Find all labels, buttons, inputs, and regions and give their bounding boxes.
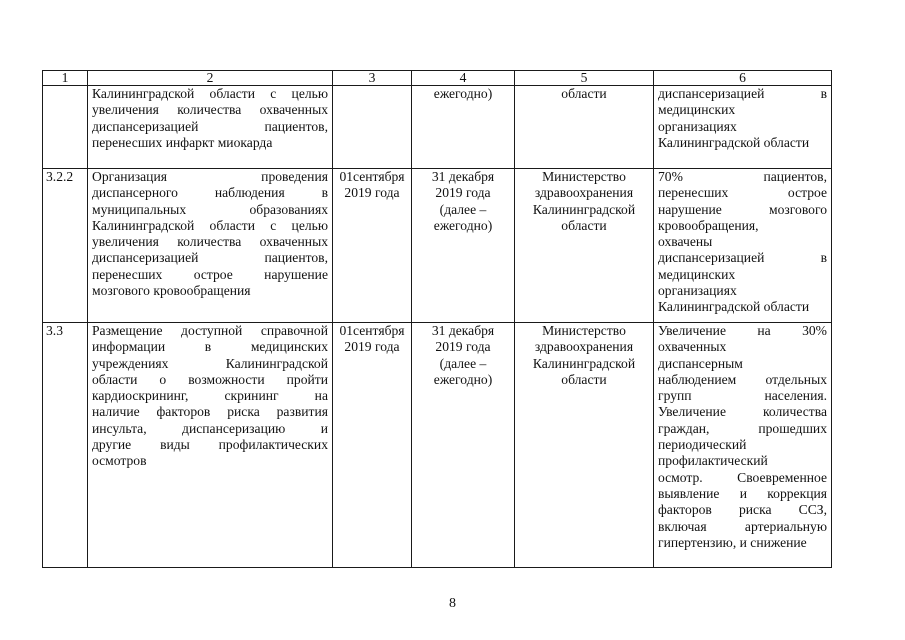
expected-result-cell <box>654 169 832 323</box>
cell-text-line: факторов риска ССЗ, <box>658 502 827 518</box>
cell-text-line: диспансеризацией в <box>658 250 827 266</box>
cell-text-line: организациях <box>658 283 737 299</box>
cell-text-line: Калининградской <box>532 201 636 217</box>
cell-text-line: здравоохранения <box>534 185 634 201</box>
cell-text-line: (далее – <box>439 201 487 217</box>
cell-text-line: Калининградской <box>532 355 636 371</box>
column-number: 5 <box>515 71 654 86</box>
cell-text-line: области <box>561 371 607 387</box>
cell-text-line: кардиоскрининг, скрининг на <box>92 388 328 404</box>
end-date-cell <box>412 86 515 169</box>
column-number: 1 <box>43 71 88 86</box>
activity-description-cell <box>88 323 333 568</box>
cell-text-line: мозгового кровообращения <box>92 283 251 299</box>
cell-text-line: наличие факторов риска развития <box>92 404 328 420</box>
cell-text-line: диспансерным <box>658 355 743 371</box>
end-date-cell <box>412 169 515 323</box>
cell-text-line: нарушение мозгового <box>658 201 827 217</box>
start-date-cell <box>333 169 412 323</box>
cell-text-line: ежегодно) <box>433 371 493 387</box>
cell-text-line: Министерство <box>542 323 626 338</box>
item-number-cell <box>43 323 88 568</box>
column-number: 2 <box>88 71 333 86</box>
item-number-cell <box>43 86 88 169</box>
cell-text-line: перенесших инфаркт миокарда <box>92 134 273 150</box>
table-body <box>43 71 832 568</box>
cell-text-line: муниципальных образованиях <box>92 201 328 217</box>
cell-text-line: выявление и коррекция <box>658 485 827 501</box>
cell-text-line: 3.3 <box>46 323 63 338</box>
cell-text-line: диспансерного наблюдения в <box>92 185 328 201</box>
cell-text-line: организациях <box>658 118 737 134</box>
cell-text-line: Калининградской области <box>658 134 810 150</box>
cell-text-line: перенесших острое нарушение <box>92 266 328 282</box>
cell-text-line: диспансеризацией в <box>658 86 827 101</box>
cell-text-line: ежегодно) <box>433 217 493 233</box>
cell-text-line: Калининградской области <box>658 299 810 315</box>
activity-description-cell <box>88 86 333 169</box>
cell-text-line: 31 декабря <box>431 169 495 184</box>
cell-text-line: Организация проведения <box>92 169 328 184</box>
cell-text-line: Калининградской области с целью <box>92 86 328 101</box>
cell-text-line: граждан, прошедших <box>658 420 827 436</box>
cell-text-line: 2019 года <box>344 339 400 355</box>
cell-text-line: охвачены <box>658 234 713 250</box>
end-date-cell <box>412 323 515 568</box>
action-plan-table <box>42 70 832 568</box>
cell-text-line: учреждениях Калининградской <box>92 355 328 371</box>
start-date-cell <box>333 323 412 568</box>
cell-text-line: групп населения. <box>658 388 827 404</box>
cell-text-line: профилактический <box>658 453 768 469</box>
cell-text-line: Размещение доступной справочной <box>92 323 328 338</box>
cell-text-line: области о возможности пройти <box>92 371 328 387</box>
cell-text-line: перенесших острое <box>658 185 827 201</box>
column-number: 3 <box>333 71 412 86</box>
cell-text-line: увеличения количества охваченных <box>92 234 328 250</box>
cell-text-line: Калининградской области с целью <box>92 217 328 233</box>
cell-text-line: 31 декабря <box>431 323 495 338</box>
column-number: 4 <box>412 71 515 86</box>
column-number: 6 <box>654 71 832 86</box>
cell-text-line: здравоохранения <box>534 339 634 355</box>
activity-description-cell <box>88 169 333 323</box>
cell-text-line: осмотр. Своевременное <box>658 469 827 485</box>
cell-text-line: ежегодно) <box>433 86 493 101</box>
expected-result-cell <box>654 323 832 568</box>
start-date-cell <box>333 86 412 169</box>
cell-text-line: другие виды профилактических <box>92 437 328 453</box>
table-row <box>43 323 832 568</box>
page-number: 8 <box>449 596 456 611</box>
cell-text-line: 70% пациентов, <box>658 169 827 184</box>
cell-text-line: Увеличение количества <box>658 404 827 420</box>
table-row <box>43 86 832 169</box>
cell-text-line: диспансеризацией пациентов, <box>92 118 328 134</box>
cell-text-line: медицинских <box>658 266 736 282</box>
cell-text-line: увеличения количества охваченных <box>92 102 328 118</box>
cell-text-line: Увеличение на 30% <box>658 323 827 338</box>
cell-text-line: кровообращения, <box>658 217 759 233</box>
cell-text-line: области <box>561 86 607 101</box>
column-numbers-row <box>43 71 832 86</box>
cell-text-line: включая артериальную <box>658 518 827 534</box>
cell-text-line: 01сентября <box>339 169 405 184</box>
executor-cell <box>515 169 654 323</box>
table-row <box>43 169 832 323</box>
executor-cell <box>515 323 654 568</box>
cell-text-line: 3.2.2 <box>46 169 74 184</box>
cell-text-line: области <box>561 217 607 233</box>
cell-text-line: (далее – <box>439 355 487 371</box>
item-number-cell <box>43 169 88 323</box>
cell-text-line: 2019 года <box>435 185 491 201</box>
cell-text-line: информации в медицинских <box>92 339 328 355</box>
expected-result-cell <box>654 86 832 169</box>
executor-cell <box>515 86 654 169</box>
cell-text-line: наблюдением отдельных <box>658 371 827 387</box>
cell-text-line: диспансеризацией пациентов, <box>92 250 328 266</box>
cell-text-line: 2019 года <box>435 339 491 355</box>
cell-text-line: 01сентября <box>339 323 405 338</box>
cell-text-line: осмотров <box>92 453 147 469</box>
cell-text-line: инсульта, диспансеризацию и <box>92 420 328 436</box>
cell-text-line: периодический <box>658 437 747 453</box>
cell-text-line: медицинских <box>658 102 736 118</box>
cell-text-line: Министерство <box>542 169 626 184</box>
cell-text-line: гипертензию, и снижение <box>658 534 807 550</box>
cell-text-line: охваченных <box>658 339 727 355</box>
cell-text-line: 2019 года <box>344 185 400 201</box>
